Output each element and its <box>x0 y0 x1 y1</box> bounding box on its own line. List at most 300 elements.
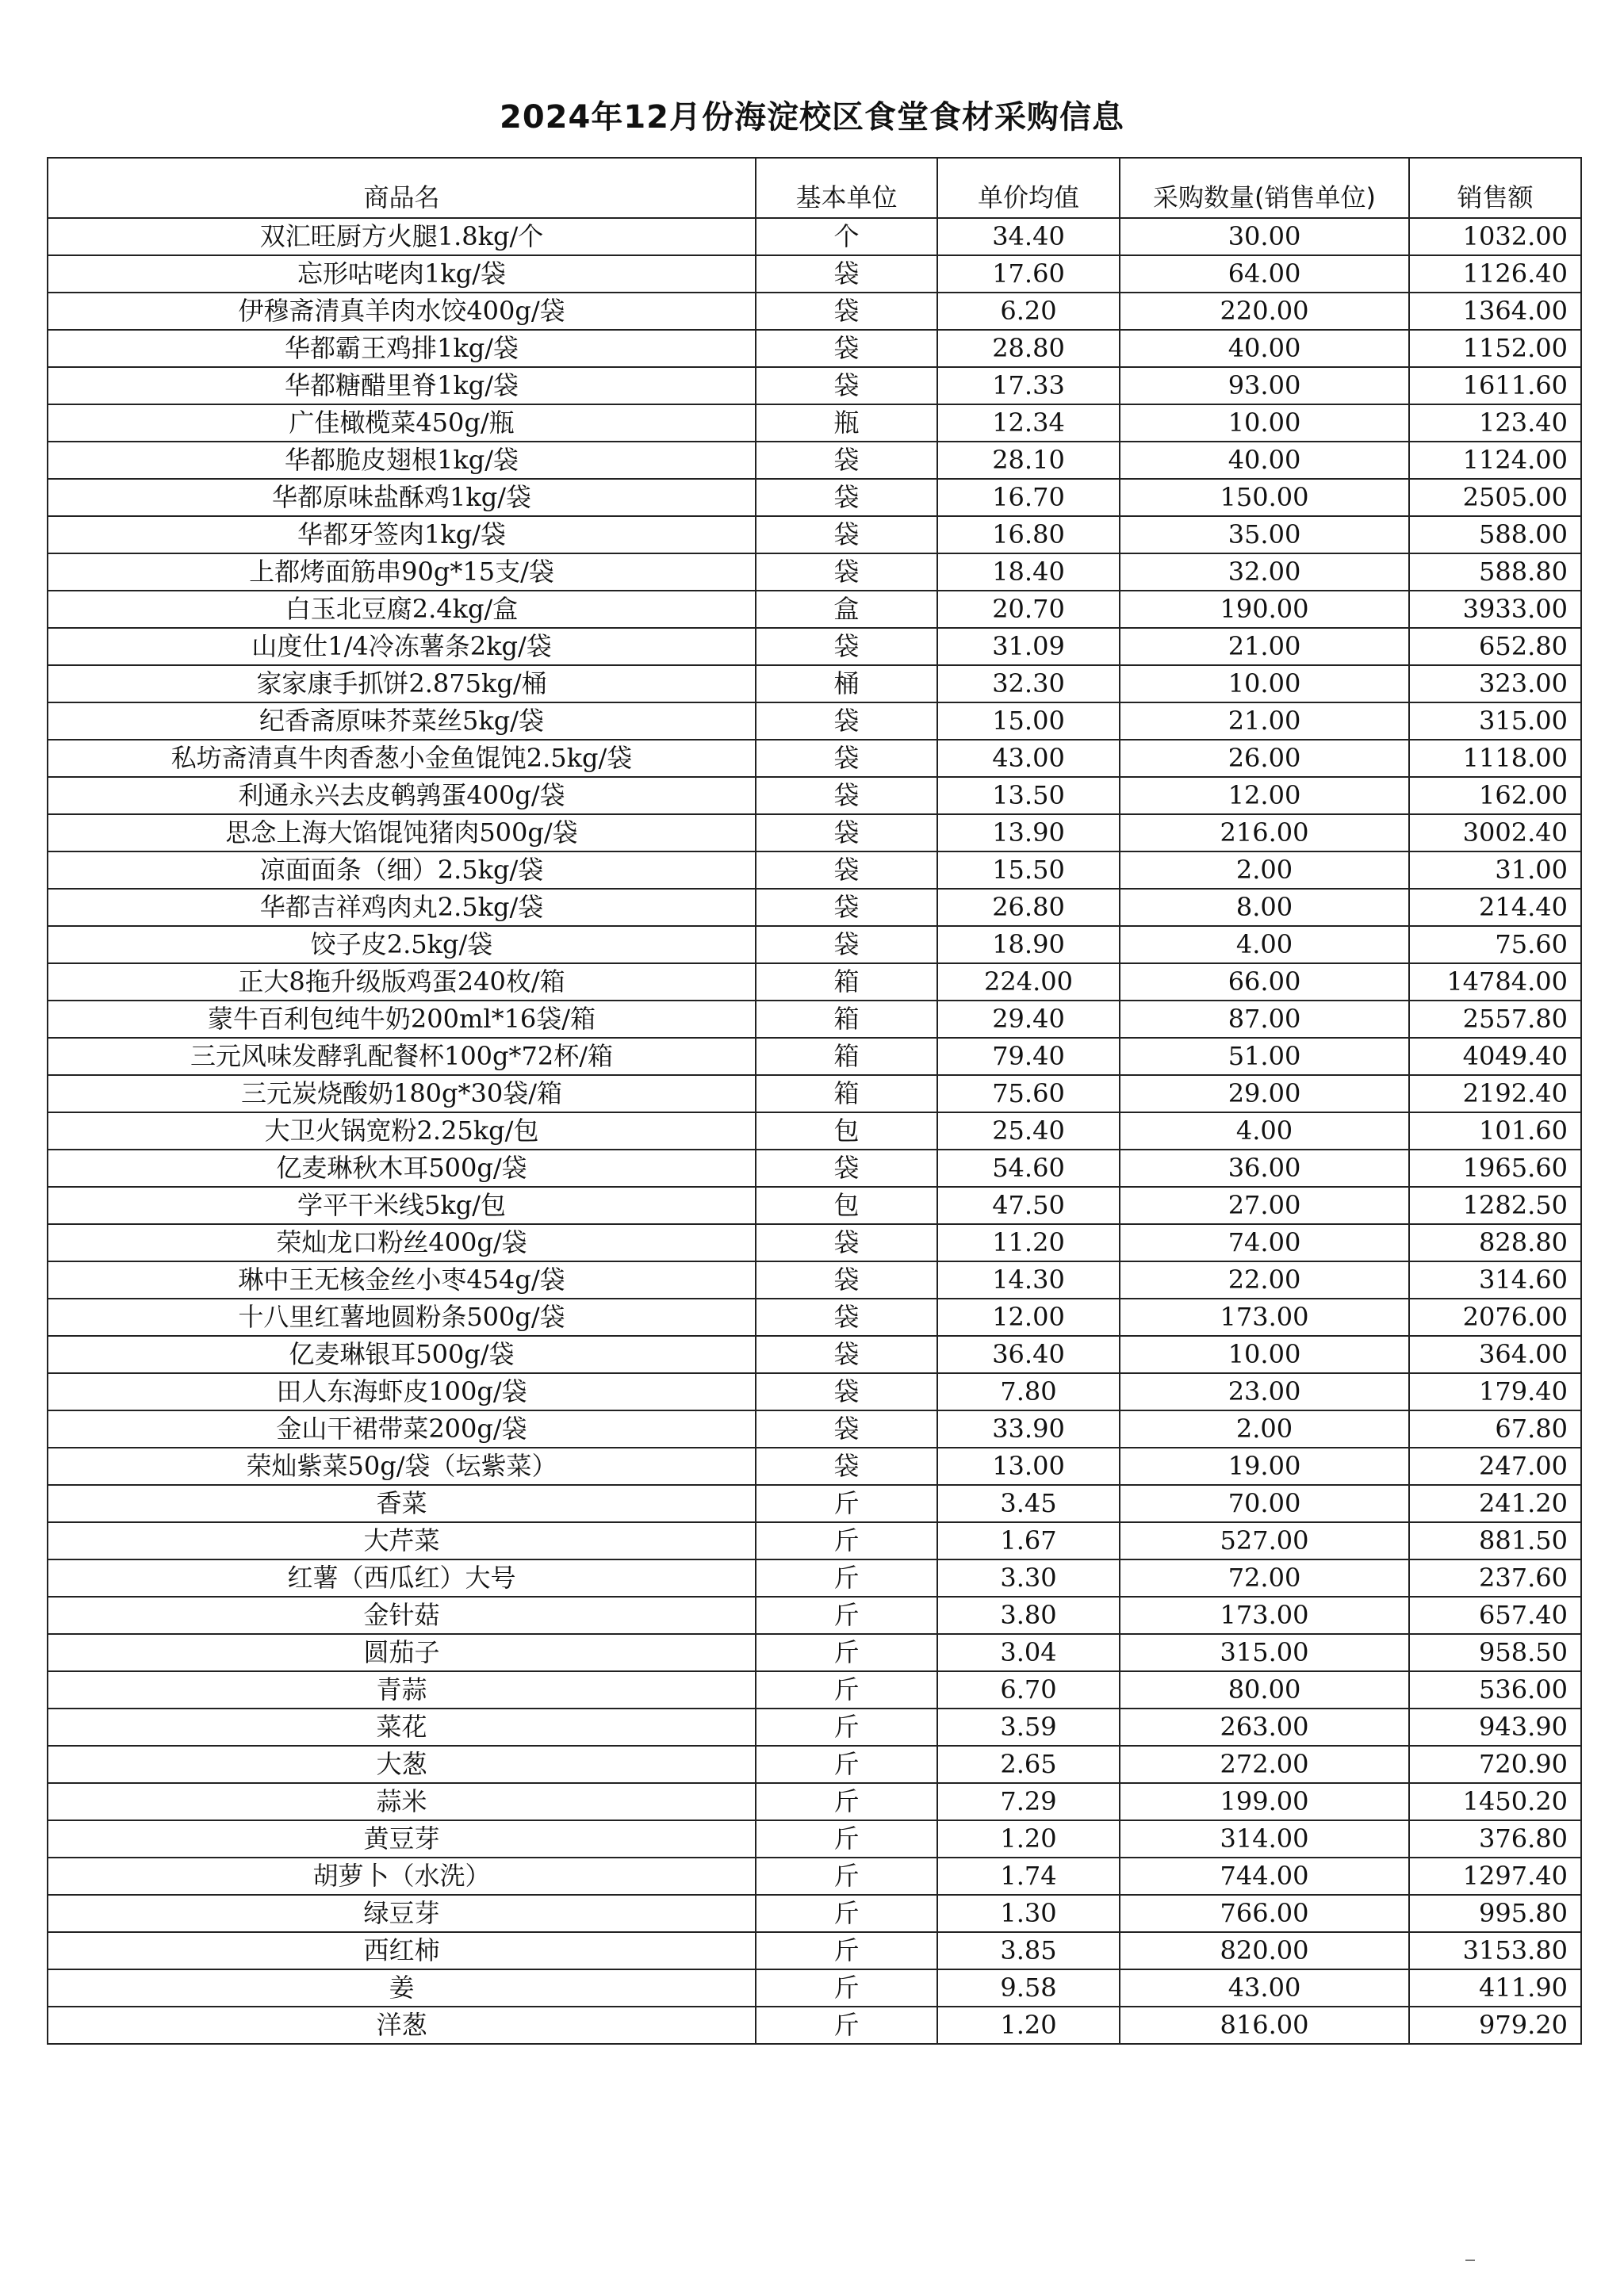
cell-name: 华都糖醋里脊1kg/袋 <box>48 367 756 404</box>
header-price: 单价均值 <box>937 158 1120 218</box>
cell-quantity: 527.00 <box>1120 1522 1409 1559</box>
cell-unit: 袋 <box>756 926 937 963</box>
cell-price: 17.33 <box>937 367 1120 404</box>
table-row <box>48 926 1581 963</box>
table-row <box>48 1709 1581 1746</box>
cell-name: 田人东海虾皮100g/袋 <box>48 1373 756 1410</box>
cell-quantity: 216.00 <box>1120 814 1409 851</box>
cell-name: 蒜米 <box>48 1783 756 1820</box>
cell-amount: 1965.60 <box>1409 1150 1581 1187</box>
cell-name: 绿豆芽 <box>48 1895 756 1932</box>
table-row <box>48 1820 1581 1858</box>
cell-price: 34.40 <box>937 218 1120 255</box>
cell-quantity: 23.00 <box>1120 1373 1409 1410</box>
cell-amount: 241.20 <box>1409 1485 1581 1522</box>
cell-quantity: 12.00 <box>1120 777 1409 814</box>
cell-unit: 斤 <box>756 1559 937 1597</box>
cell-name: 白玉北豆腐2.4kg/盒 <box>48 591 756 628</box>
cell-unit: 斤 <box>756 1597 937 1634</box>
cell-price: 3.59 <box>937 1709 1120 1746</box>
table-row <box>48 1559 1581 1597</box>
table-row <box>48 1336 1581 1373</box>
cell-quantity: 272.00 <box>1120 1746 1409 1783</box>
table-row <box>48 1410 1581 1448</box>
table-row <box>48 293 1581 330</box>
cell-name: 琳中王无核金丝小枣454g/袋 <box>48 1261 756 1299</box>
cell-amount: 652.80 <box>1409 628 1581 665</box>
cell-price: 6.70 <box>937 1671 1120 1709</box>
cell-amount: 1450.20 <box>1409 1783 1581 1820</box>
cell-unit: 斤 <box>756 1671 937 1709</box>
cell-unit: 袋 <box>756 814 937 851</box>
cell-unit: 袋 <box>756 777 937 814</box>
cell-name: 双汇旺厨方火腿1.8kg/个 <box>48 218 756 255</box>
cell-name: 三元炭烧酸奶180g*30袋/箱 <box>48 1075 756 1112</box>
cell-price: 47.50 <box>937 1187 1120 1224</box>
cell-quantity: 173.00 <box>1120 1597 1409 1634</box>
cell-unit: 袋 <box>756 628 937 665</box>
cell-unit: 袋 <box>756 889 937 926</box>
procurement-table <box>47 157 1582 2045</box>
cell-name: 伊穆斋清真羊肉水饺400g/袋 <box>48 293 756 330</box>
cell-amount: 14784.00 <box>1409 963 1581 1001</box>
cell-unit: 袋 <box>756 702 937 740</box>
table-row <box>48 1671 1581 1709</box>
cell-quantity: 2.00 <box>1120 1410 1409 1448</box>
cell-name: 红薯（西瓜红）大号 <box>48 1559 756 1597</box>
cell-price: 3.80 <box>937 1597 1120 1634</box>
cell-quantity: 32.00 <box>1120 553 1409 591</box>
cell-unit: 包 <box>756 1187 937 1224</box>
header-name: 商品名 <box>48 158 756 218</box>
table-row <box>48 404 1581 442</box>
cell-name: 洋葱 <box>48 2007 756 2044</box>
cell-name: 广佳橄榄菜450g/瓶 <box>48 404 756 442</box>
cell-price: 1.20 <box>937 2007 1120 2044</box>
cell-unit: 袋 <box>756 740 937 777</box>
cell-name: 华都吉祥鸡肉丸2.5kg/袋 <box>48 889 756 926</box>
cell-name: 家家康手抓饼2.875kg/桶 <box>48 665 756 702</box>
cell-amount: 720.90 <box>1409 1746 1581 1783</box>
cell-price: 15.50 <box>937 851 1120 889</box>
cell-quantity: 87.00 <box>1120 1001 1409 1038</box>
table-row <box>48 814 1581 851</box>
cell-name: 大卫火锅宽粉2.25kg/包 <box>48 1112 756 1150</box>
cell-price: 6.20 <box>937 293 1120 330</box>
cell-quantity: 4.00 <box>1120 1112 1409 1150</box>
cell-price: 7.29 <box>937 1783 1120 1820</box>
cell-price: 26.80 <box>937 889 1120 926</box>
cell-quantity: 4.00 <box>1120 926 1409 963</box>
cell-unit: 袋 <box>756 553 937 591</box>
cell-name: 金山干裙带菜200g/袋 <box>48 1410 756 1448</box>
cell-unit: 瓶 <box>756 404 937 442</box>
cell-amount: 179.40 <box>1409 1373 1581 1410</box>
cell-price: 20.70 <box>937 591 1120 628</box>
cell-amount: 2557.80 <box>1409 1001 1581 1038</box>
cell-amount: 2505.00 <box>1409 479 1581 516</box>
cell-unit: 盒 <box>756 591 937 628</box>
cell-quantity: 10.00 <box>1120 404 1409 442</box>
cell-price: 18.40 <box>937 553 1120 591</box>
cell-amount: 376.80 <box>1409 1820 1581 1858</box>
table-row <box>48 963 1581 1001</box>
table-row <box>48 1001 1581 1038</box>
cell-unit: 斤 <box>756 1746 937 1783</box>
cell-name: 圆茄子 <box>48 1634 756 1671</box>
cell-quantity: 36.00 <box>1120 1150 1409 1187</box>
cell-quantity: 820.00 <box>1120 1932 1409 1969</box>
cell-name: 利通永兴去皮鹌鹑蛋400g/袋 <box>48 777 756 814</box>
cell-unit: 袋 <box>756 442 937 479</box>
cell-price: 1.74 <box>937 1858 1120 1895</box>
cell-price: 32.30 <box>937 665 1120 702</box>
cell-quantity: 80.00 <box>1120 1671 1409 1709</box>
cell-quantity: 93.00 <box>1120 367 1409 404</box>
cell-unit: 袋 <box>756 851 937 889</box>
cell-unit: 桶 <box>756 665 937 702</box>
cell-amount: 979.20 <box>1409 2007 1581 2044</box>
cell-amount: 1611.60 <box>1409 367 1581 404</box>
cell-quantity: 766.00 <box>1120 1895 1409 1932</box>
table-row <box>48 1634 1581 1671</box>
table-row <box>48 553 1581 591</box>
cell-quantity: 315.00 <box>1120 1634 1409 1671</box>
cell-price: 7.80 <box>937 1373 1120 1410</box>
table-row <box>48 1038 1581 1075</box>
cell-name: 华都脆皮翅根1kg/袋 <box>48 442 756 479</box>
cell-price: 13.00 <box>937 1448 1120 1485</box>
cell-amount: 881.50 <box>1409 1522 1581 1559</box>
cell-price: 9.58 <box>937 1969 1120 2007</box>
cell-name: 三元风味发酵乳配餐杯100g*72杯/箱 <box>48 1038 756 1075</box>
cell-amount: 214.40 <box>1409 889 1581 926</box>
cell-price: 25.40 <box>937 1112 1120 1150</box>
cell-name: 姜 <box>48 1969 756 2007</box>
cell-quantity: 173.00 <box>1120 1299 1409 1336</box>
cell-unit: 斤 <box>756 1634 937 1671</box>
cell-amount: 536.00 <box>1409 1671 1581 1709</box>
cell-amount: 657.40 <box>1409 1597 1581 1634</box>
cell-amount: 2192.40 <box>1409 1075 1581 1112</box>
cell-amount: 828.80 <box>1409 1224 1581 1261</box>
table-row <box>48 702 1581 740</box>
cell-price: 12.00 <box>937 1299 1120 1336</box>
cell-unit: 斤 <box>756 1522 937 1559</box>
cell-amount: 67.80 <box>1409 1410 1581 1448</box>
cell-amount: 237.60 <box>1409 1559 1581 1597</box>
cell-name: 十八里红薯地圆粉条500g/袋 <box>48 1299 756 1336</box>
cell-quantity: 816.00 <box>1120 2007 1409 2044</box>
cell-amount: 162.00 <box>1409 777 1581 814</box>
cell-unit: 袋 <box>756 1299 937 1336</box>
table-row <box>48 1895 1581 1932</box>
cell-unit: 斤 <box>756 2007 937 2044</box>
table-row <box>48 1373 1581 1410</box>
cell-amount: 247.00 <box>1409 1448 1581 1485</box>
cell-price: 16.80 <box>937 516 1120 553</box>
table-row <box>48 218 1581 255</box>
table-row <box>48 442 1581 479</box>
cell-price: 12.34 <box>937 404 1120 442</box>
cell-price: 13.50 <box>937 777 1120 814</box>
cell-price: 75.60 <box>937 1075 1120 1112</box>
cell-price: 2.65 <box>937 1746 1120 1783</box>
cell-amount: 3933.00 <box>1409 591 1581 628</box>
cell-name: 西红柿 <box>48 1932 756 1969</box>
cell-quantity: 40.00 <box>1120 442 1409 479</box>
cell-price: 1.67 <box>937 1522 1120 1559</box>
cell-name: 大葱 <box>48 1746 756 1783</box>
cell-unit: 箱 <box>756 1075 937 1112</box>
cell-unit: 袋 <box>756 1224 937 1261</box>
cell-unit: 袋 <box>756 1410 937 1448</box>
cell-unit: 斤 <box>756 1783 937 1820</box>
cell-price: 11.20 <box>937 1224 1120 1261</box>
cell-quantity: 10.00 <box>1120 1336 1409 1373</box>
cell-price: 33.90 <box>937 1410 1120 1448</box>
table-row <box>48 1932 1581 1969</box>
cell-name: 忘形咕咾肉1kg/袋 <box>48 255 756 293</box>
table-row <box>48 1299 1581 1336</box>
cell-name: 亿麦琳银耳500g/袋 <box>48 1336 756 1373</box>
cell-unit: 袋 <box>756 1373 937 1410</box>
cell-name: 菜花 <box>48 1709 756 1746</box>
cell-quantity: 35.00 <box>1120 516 1409 553</box>
table-row <box>48 1783 1581 1820</box>
cell-price: 3.04 <box>937 1634 1120 1671</box>
cell-amount: 1032.00 <box>1409 218 1581 255</box>
cell-amount: 411.90 <box>1409 1969 1581 2007</box>
cell-quantity: 21.00 <box>1120 702 1409 740</box>
cell-price: 1.20 <box>937 1820 1120 1858</box>
cell-unit: 袋 <box>756 1150 937 1187</box>
cell-name: 香菜 <box>48 1485 756 1522</box>
table-row <box>48 591 1581 628</box>
cell-quantity: 10.00 <box>1120 665 1409 702</box>
cell-price: 28.10 <box>937 442 1120 479</box>
cell-name: 华都原味盐酥鸡1kg/袋 <box>48 479 756 516</box>
cell-price: 54.60 <box>937 1150 1120 1187</box>
cell-name: 蒙牛百利包纯牛奶200ml*16袋/箱 <box>48 1001 756 1038</box>
cell-amount: 3153.80 <box>1409 1932 1581 1969</box>
cell-quantity: 190.00 <box>1120 591 1409 628</box>
cell-unit: 袋 <box>756 255 937 293</box>
cell-amount: 1282.50 <box>1409 1187 1581 1224</box>
table-row <box>48 2007 1581 2044</box>
cell-price: 13.90 <box>937 814 1120 851</box>
cell-quantity: 26.00 <box>1120 740 1409 777</box>
cell-price: 3.30 <box>937 1559 1120 1597</box>
cell-amount: 123.40 <box>1409 404 1581 442</box>
table-row <box>48 1597 1581 1634</box>
cell-amount: 1152.00 <box>1409 330 1581 367</box>
cell-amount: 75.60 <box>1409 926 1581 963</box>
cell-amount: 588.00 <box>1409 516 1581 553</box>
cell-quantity: 51.00 <box>1120 1038 1409 1075</box>
cell-amount: 323.00 <box>1409 665 1581 702</box>
cell-amount: 1126.40 <box>1409 255 1581 293</box>
table-row <box>48 1224 1581 1261</box>
cell-quantity: 64.00 <box>1120 255 1409 293</box>
cell-unit: 袋 <box>756 293 937 330</box>
cell-amount: 1364.00 <box>1409 293 1581 330</box>
table-row <box>48 1261 1581 1299</box>
header-unit: 基本单位 <box>756 158 937 218</box>
cell-quantity: 220.00 <box>1120 293 1409 330</box>
cell-price: 16.70 <box>937 479 1120 516</box>
cell-unit: 斤 <box>756 1895 937 1932</box>
cell-unit: 箱 <box>756 1001 937 1038</box>
table-row <box>48 1075 1581 1112</box>
cell-quantity: 40.00 <box>1120 330 1409 367</box>
cell-unit: 斤 <box>756 1709 937 1746</box>
cell-price: 36.40 <box>937 1336 1120 1373</box>
cell-name: 胡萝卜（水洗） <box>48 1858 756 1895</box>
cell-name: 上都烤面筋串90g*15支/袋 <box>48 553 756 591</box>
cell-name: 亿麦琳秋木耳500g/袋 <box>48 1150 756 1187</box>
cell-quantity: 30.00 <box>1120 218 1409 255</box>
cell-price: 1.30 <box>937 1895 1120 1932</box>
cell-unit: 袋 <box>756 330 937 367</box>
cell-quantity: 150.00 <box>1120 479 1409 516</box>
cell-name: 金针菇 <box>48 1597 756 1634</box>
cell-unit: 袋 <box>756 516 937 553</box>
table-row <box>48 255 1581 293</box>
table-row <box>48 1448 1581 1485</box>
cell-amount: 995.80 <box>1409 1895 1581 1932</box>
cell-price: 18.90 <box>937 926 1120 963</box>
table-row <box>48 1112 1581 1150</box>
cell-price: 14.30 <box>937 1261 1120 1299</box>
cell-name: 华都霸王鸡排1kg/袋 <box>48 330 756 367</box>
table-row <box>48 1969 1581 2007</box>
cell-unit: 斤 <box>756 1858 937 1895</box>
table-row <box>48 851 1581 889</box>
table-row <box>48 1746 1581 1783</box>
cell-unit: 斤 <box>756 1485 937 1522</box>
table-body <box>48 218 1581 2044</box>
table-row <box>48 1485 1581 1522</box>
cell-unit: 袋 <box>756 1336 937 1373</box>
cell-price: 29.40 <box>937 1001 1120 1038</box>
cell-price: 15.00 <box>937 702 1120 740</box>
cell-name: 荣灿紫菜50g/袋（坛紫菜） <box>48 1448 756 1485</box>
table-row <box>48 516 1581 553</box>
cell-amount: 958.50 <box>1409 1634 1581 1671</box>
table-row <box>48 889 1581 926</box>
cell-name: 山度仕1/4冷冻薯条2kg/袋 <box>48 628 756 665</box>
table-row <box>48 367 1581 404</box>
cell-name: 私坊斋清真牛肉香葱小金鱼馄饨2.5kg/袋 <box>48 740 756 777</box>
cell-unit: 斤 <box>756 1969 937 2007</box>
cell-quantity: 263.00 <box>1120 1709 1409 1746</box>
cell-quantity: 8.00 <box>1120 889 1409 926</box>
table-row <box>48 479 1581 516</box>
cell-quantity: 27.00 <box>1120 1187 1409 1224</box>
cell-name: 凉面面条（细）2.5kg/袋 <box>48 851 756 889</box>
cell-unit: 箱 <box>756 963 937 1001</box>
cell-unit: 个 <box>756 218 937 255</box>
cell-unit: 斤 <box>756 1820 937 1858</box>
cell-price: 79.40 <box>937 1038 1120 1075</box>
cell-quantity: 66.00 <box>1120 963 1409 1001</box>
cell-amount: 364.00 <box>1409 1336 1581 1373</box>
cell-name: 饺子皮2.5kg/袋 <box>48 926 756 963</box>
cell-quantity: 43.00 <box>1120 1969 1409 2007</box>
page-title: 2024年12月份海淀校区食堂食材采购信息 <box>500 99 1124 136</box>
cell-quantity: 314.00 <box>1120 1820 1409 1858</box>
table-row <box>48 1522 1581 1559</box>
cell-amount: 315.00 <box>1409 702 1581 740</box>
cell-unit: 袋 <box>756 479 937 516</box>
cell-price: 17.60 <box>937 255 1120 293</box>
cell-unit: 袋 <box>756 1448 937 1485</box>
cell-unit: 袋 <box>756 1261 937 1299</box>
cell-name: 正大8拖升级版鸡蛋240枚/箱 <box>48 963 756 1001</box>
cell-amount: 1297.40 <box>1409 1858 1581 1895</box>
table-row <box>48 665 1581 702</box>
cell-name: 华都牙签肉1kg/袋 <box>48 516 756 553</box>
table-header-row <box>48 158 1581 218</box>
cell-quantity: 744.00 <box>1120 1858 1409 1895</box>
cell-name: 思念上海大馅馄饨猪肉500g/袋 <box>48 814 756 851</box>
cell-quantity: 22.00 <box>1120 1261 1409 1299</box>
cell-name: 黄豆芽 <box>48 1820 756 1858</box>
cell-amount: 101.60 <box>1409 1112 1581 1150</box>
header-amount: 销售额 <box>1409 158 1581 218</box>
cell-name: 纪香斋原味芥菜丝5kg/袋 <box>48 702 756 740</box>
cell-quantity: 19.00 <box>1120 1448 1409 1485</box>
cell-quantity: 29.00 <box>1120 1075 1409 1112</box>
cell-amount: 31.00 <box>1409 851 1581 889</box>
cell-quantity: 21.00 <box>1120 628 1409 665</box>
table-row <box>48 777 1581 814</box>
cell-price: 43.00 <box>937 740 1120 777</box>
table-row <box>48 330 1581 367</box>
header-quantity: 采购数量(销售单位) <box>1120 158 1409 218</box>
cell-unit: 箱 <box>756 1038 937 1075</box>
cell-name: 荣灿龙口粉丝400g/袋 <box>48 1224 756 1261</box>
cell-name: 青蒜 <box>48 1671 756 1709</box>
page-corner-mark <box>1465 2260 1475 2261</box>
cell-price: 28.80 <box>937 330 1120 367</box>
cell-price: 31.09 <box>937 628 1120 665</box>
cell-unit: 包 <box>756 1112 937 1150</box>
cell-price: 224.00 <box>937 963 1120 1001</box>
cell-quantity: 72.00 <box>1120 1559 1409 1597</box>
table-row <box>48 1858 1581 1895</box>
cell-quantity: 74.00 <box>1120 1224 1409 1261</box>
cell-unit: 斤 <box>756 1932 937 1969</box>
cell-amount: 2076.00 <box>1409 1299 1581 1336</box>
cell-amount: 588.80 <box>1409 553 1581 591</box>
cell-amount: 3002.40 <box>1409 814 1581 851</box>
cell-amount: 4049.40 <box>1409 1038 1581 1075</box>
cell-amount: 1118.00 <box>1409 740 1581 777</box>
cell-quantity: 199.00 <box>1120 1783 1409 1820</box>
table-row <box>48 1187 1581 1224</box>
cell-quantity: 2.00 <box>1120 851 1409 889</box>
table-row <box>48 628 1581 665</box>
cell-price: 3.85 <box>937 1932 1120 1969</box>
cell-name: 学平干米线5kg/包 <box>48 1187 756 1224</box>
procurement-table-container <box>47 157 1580 2045</box>
cell-amount: 314.60 <box>1409 1261 1581 1299</box>
table-row <box>48 1150 1581 1187</box>
cell-amount: 1124.00 <box>1409 442 1581 479</box>
cell-price: 3.45 <box>937 1485 1120 1522</box>
